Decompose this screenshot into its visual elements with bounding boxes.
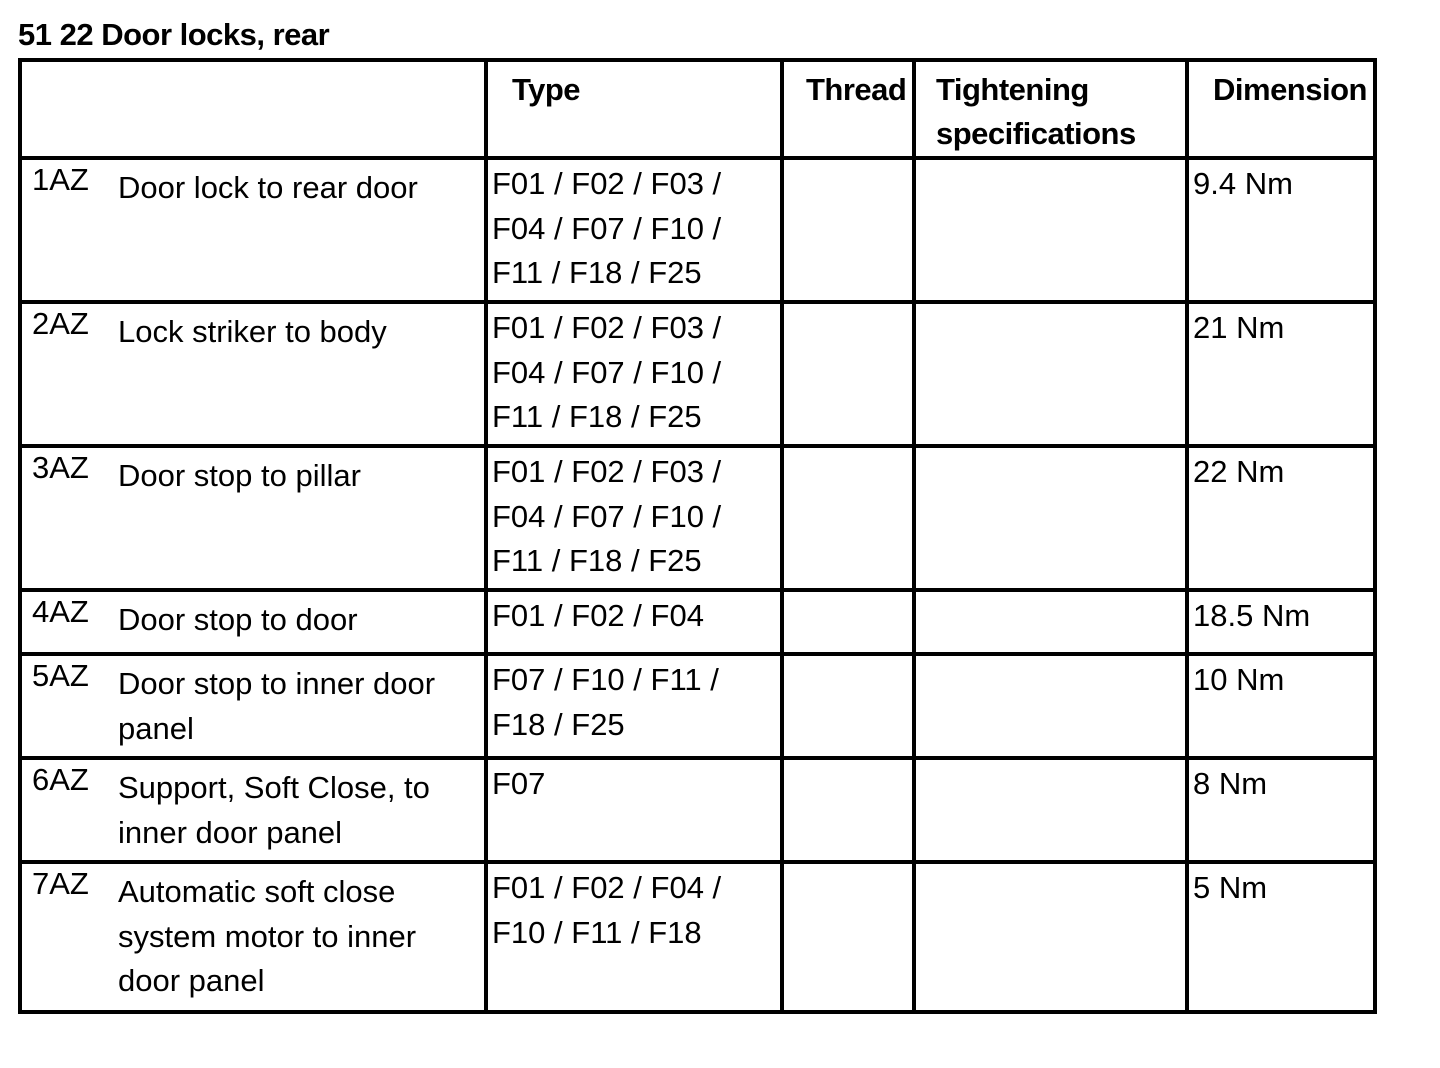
dimension-cell: 8 Nm — [1187, 758, 1375, 862]
item-code: 4AZ — [32, 594, 89, 629]
type-cell: F07 / F10 / F11 / F18 / F25 — [486, 654, 782, 758]
item-description: Lock striker to body — [118, 314, 387, 349]
thread-cell — [782, 302, 914, 446]
type-cell: F01 / F02 / F03 / F04 / F07 / F10 / F11 / F18 / F25 — [486, 302, 782, 446]
type-cell: F01 / F02 / F04 / F10 / F11 / F18 — [486, 862, 782, 1012]
dimension-cell: 21 Nm — [1187, 302, 1375, 446]
item-cell — [20, 654, 486, 758]
thread-cell — [782, 158, 914, 302]
item-description: Automatic soft close system motor to inner door panel — [118, 874, 417, 998]
item-code: 1AZ — [32, 162, 89, 197]
table-row — [20, 158, 1375, 302]
header-item — [20, 60, 486, 158]
thread-cell — [782, 654, 914, 758]
item-cell — [20, 302, 486, 446]
item-code: 2AZ — [32, 306, 89, 341]
tightening-cell — [914, 446, 1187, 590]
item-cell — [20, 590, 486, 654]
item-cell — [20, 158, 486, 302]
item-cell — [20, 446, 486, 590]
header-type: Type — [486, 60, 782, 158]
type-cell: F07 — [486, 758, 782, 862]
thread-cell — [782, 590, 914, 654]
tightening-cell — [914, 158, 1187, 302]
type-cell: F01 / F02 / F03 / F04 / F07 / F10 / F11 / F18 / F25 — [486, 446, 782, 590]
header-thread: Thread — [782, 60, 914, 158]
tightening-cell — [914, 862, 1187, 1012]
header-dimension: Dimension — [1187, 60, 1375, 158]
type-cell: F01 / F02 / F03 / F04 / F07 / F10 / F11 / F18 / F25 — [486, 158, 782, 302]
tightening-cell — [914, 590, 1187, 654]
dimension-cell: 22 Nm — [1187, 446, 1375, 590]
item-description: Support, Soft Close, to inner door panel — [118, 770, 430, 850]
item-code: 3AZ — [32, 450, 89, 485]
thread-cell — [782, 758, 914, 862]
tightening-spec-table — [18, 58, 1377, 1014]
table-row — [20, 654, 1375, 758]
dimension-cell: 9.4 Nm — [1187, 158, 1375, 302]
table-row — [20, 302, 1375, 446]
item-description: Door stop to inner door panel — [118, 666, 436, 746]
table-header-row — [20, 60, 1375, 158]
dimension-cell: 5 Nm — [1187, 862, 1375, 1012]
item-code: 5AZ — [32, 658, 89, 693]
item-description: Door stop to door — [118, 602, 358, 637]
table-row — [20, 590, 1375, 654]
tightening-cell — [914, 758, 1187, 862]
table-row — [20, 758, 1375, 862]
thread-cell — [782, 446, 914, 590]
header-tightening: Tightening specifications — [914, 60, 1187, 158]
dimension-cell: 10 Nm — [1187, 654, 1375, 758]
dimension-cell: 18.5 Nm — [1187, 590, 1375, 654]
item-description: Door lock to rear door — [118, 170, 418, 205]
thread-cell — [782, 862, 914, 1012]
item-code: 6AZ — [32, 762, 89, 797]
type-cell: F01 / F02 / F04 — [486, 590, 782, 654]
item-cell — [20, 758, 486, 862]
document-title: 51 22 Door locks, rear — [18, 17, 330, 52]
table-row — [20, 446, 1375, 590]
item-code: 7AZ — [32, 866, 89, 901]
tightening-cell — [914, 302, 1187, 446]
table-row — [20, 862, 1375, 1012]
item-description: Door stop to pillar — [118, 458, 361, 493]
item-cell — [20, 862, 486, 1012]
tightening-cell — [914, 654, 1187, 758]
